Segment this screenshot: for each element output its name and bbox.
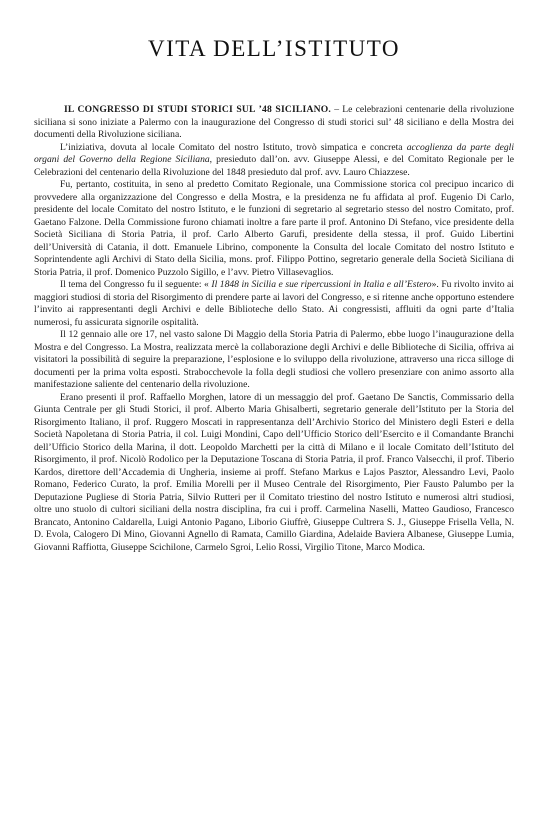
text-run: – Le celebrazioni centenarie della rivoluzione siciliana si sono iniziate a Palermo con la inaugurazione del Congresso di studi storici sul’ 48 siciliano e della Mostra dei documenti della Rivoluzione siciliana. [34,104,514,140]
page-title: VITA DELL’ISTITUTO [148,36,400,61]
text-run: ». Fu rivolto invito ai maggiori studiosi di storia del Risorgimento di prendere parte ai lavori del Congresso, e si ritenne anche opportuno estendere l’invito ai rappresentanti degli Archivi e delle Biblioteche dello Stato. Ai congressisti, affluiti da ogni parte d’Italia numerosi, fu assicurata signorile ospitalità. [34,279,514,328]
text-run: Il tema del Congresso fu il seguente: « [60,279,212,290]
paragraph [34,329,514,392]
text-run: , presieduto dall’on. avv. Giuseppe Alessi, e del Comitato Regionale per le Celebrazioni del centenario della Rivoluzione del 1848 presieduto dal prof. avv. Lauro Chiazzese. [34,154,514,178]
italic-text: accoglienza da parte degli organi del Governo della Regione Siciliana [34,141,515,165]
paragraph [34,142,514,180]
text-run: Il 12 gennaio alle ore 17, nel vasto salone Di Maggio della Storia Patria di Palermo, ebbe luogo l’inaugurazione della Mostra e del Congresso. La Mostra, realizzata mercè la collaborazione degli Archivi e delle Biblioteche di Sicilia, offriva ai visitatori la possibilità di seguire la preparazione, l’esplosione e lo sviluppo della rivoluzione, attraverso una ricca silloge di documenti per la prima volta esposti. Strabocchevole la folla degli studiosi che vollero presenziare con animo assorto alla manifestazione saliente del centenario della rivoluzione. [34,329,514,390]
text-run: Erano presenti il prof. Raffaello Morghen, latore di un messaggio del prof. Gaetano De Sanctis, Commissario della Giunta Centrale per gli Studi Storici, il prof. Alberto Maria Ghisalberti, segretario generale dell’Istituto per la Storia del Risorgimento Italiano, il prof. Ruggero Moscati in rappresentanza dell’Archivio Storico del Ministero degli Esteri e della Società Napoletana di Storia Patria, il col. Luigi Mondini, Capo dell’Ufficio Storico dell’Esercito e il Comandante Branchi dell’Ufficio Storico della Marina, il dott. Leopoldo Marchetti per la città di Milano e il locale Comitato dell’Istituto del Risorgimento, il prof. Nicolò Rodolico per la Deputazione Toscana di Storia Patria, il prof. Franco Valsecchi, il prof. Tiberio Kardos, direttore dell’Accademia di Ungheria, insieme ai proff. Stefano Markus e Lajos Pasztor, Alessandro Levi, Paolo Romano, Federico Curato, la prof. Emilia Morelli per il Museo Centrale del Risorgimento, Pier Fausto Palumbo per la Deputazione Pugliese di Storia Patria, Silvio Rutteri per il Comitato triestino del nostro Istituto e numerosi altri studiosi, oltre uno stuolo di cultori siciliani della nostra disciplina, fra cui i proff. Carmelina Naselli, Matteo Gaudioso, Francesco Brancato, Antonino Caldarella, Luigi Antonio Pagano, Liborio Giuffrè, Giuseppe Cultrera S. J., Giuseppe Frisella Vella, N. D. Evola, Calogero Di Mino, Giovanni Agnello di Ramata, Camillo Giardina, Adelaide Baviera Albanese, Giuseppe Lumia, Giovanni Raffiotta, Giuseppe Scichilone, Carmelo Sgroi, Lelio Rossi, Virgilio Titone, Marco Modica. [34,391,514,553]
italic-text: Il 1848 in Sicilia e sue ripercussioni in Italia e all’Estero [211,279,432,290]
section-heading: IL CONGRESSO DI STUDI STORICI SUL ’48 SICILIANO. [64,104,331,115]
paragraph [34,104,514,142]
document-page [34,36,514,554]
paragraph [34,392,514,555]
text-run: L’iniziativa, dovuta al locale Comitato del nostro Istituto, trovò simpatica e concreta [60,141,407,153]
paragraph [34,279,514,329]
article-body [34,104,514,554]
text-run: Fu, pertanto, costituita, in seno al predetto Comitato Regionale, una Commissione storica col precipuo incarico di provvedere alla organizzazione del Congresso e della Mostra, e la presidenza ne fu affidata al prof. Eugenio Di Carlo, presidente del locale Comitato del nostro Istituto, e le funzioni di segretario al segretario stesso del nostro Comitato, prof. Gaetano Falzone. Della Commissione furono chiamati inoltre a fare parte il prof. Antonino Di Stefano, vice presidente della Società Siciliana di Storia Patria, il prof. Carlo Alberto Garufi, presidente della stessa, il prof. Guido Libertini dell’Università di Catania, il dott. Emanuele Librino, componente la Consulta del locale Comitato del nostro Istituto e Soprintendente agli Archivi di Stato della Sicilia, mons. prof. Filippo Pottino, segretario generale della Società Siciliana di Storia Patria, il prof. Domenico Puzzolo Sigillo, e l’avv. Pietro Villasevaglios. [34,179,514,278]
paragraph [34,179,514,279]
